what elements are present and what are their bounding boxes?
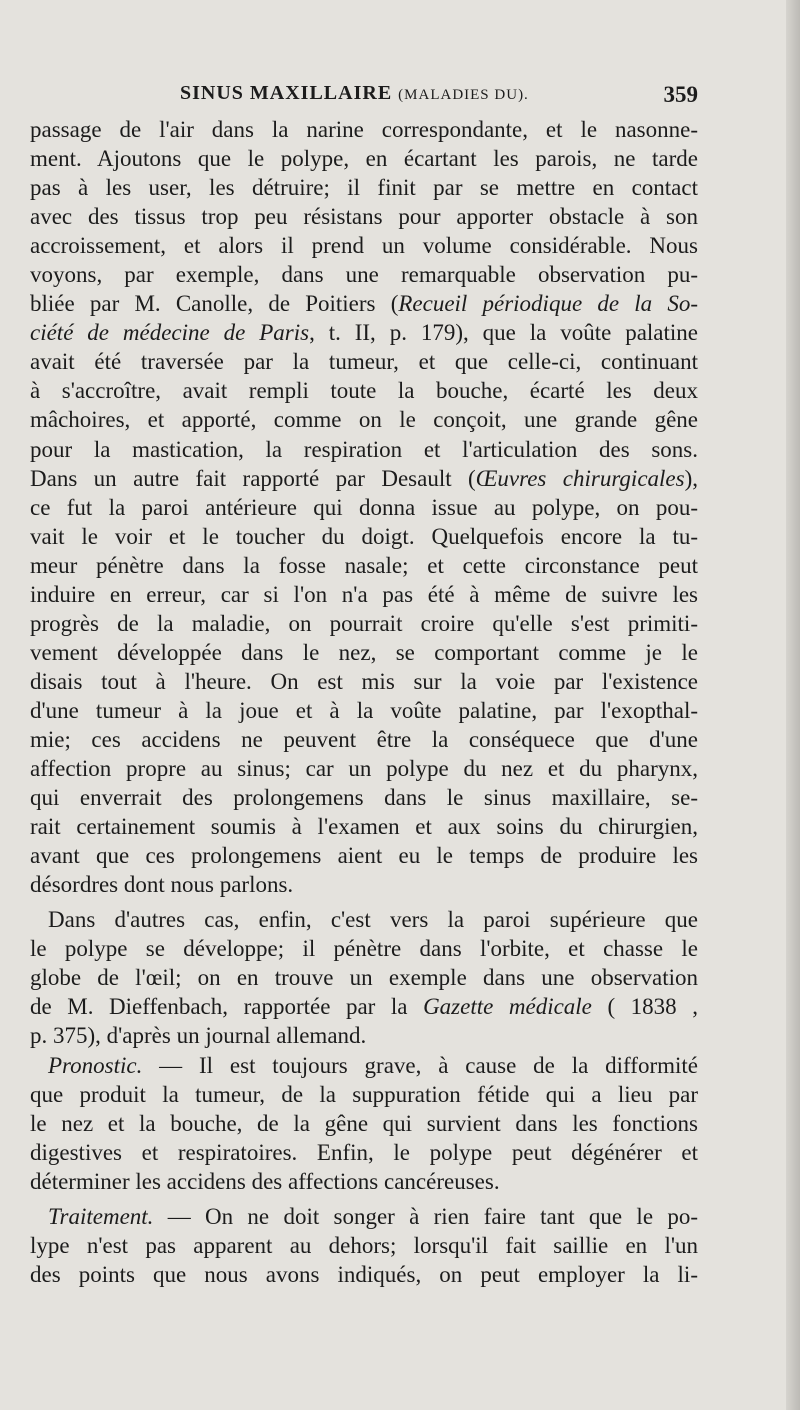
text-line: le polype se développe; il pénètre dans l'orbite, et chasse le	[30, 936, 698, 962]
text-span: ( 1838 ,	[591, 994, 698, 1020]
text-line: p. 375), d'après un journal allemand.	[30, 1023, 367, 1049]
page-header	[30, 82, 698, 112]
citation-title: Œuvres chirurgicales	[475, 465, 685, 491]
text-line: induire en erreur, car si l'on n'a pas été à même de suivre les	[30, 581, 698, 607]
text-line: Dans d'autres cas, enfin, c'est vers la paroi supérieure que	[48, 907, 698, 933]
text-line: d'une tumeur à la joue et à la voûte palatine, par l'exopthal-	[30, 697, 698, 723]
text-line: ment. Ajoutons que le polype, en écartant les parois, ne tarde	[30, 146, 698, 172]
text-span: , t. II, p. 179), que la voûte palatine	[309, 320, 698, 346]
citation-title: Recueil périodique de la So-	[398, 291, 698, 317]
section-heading: Traitement.	[48, 1203, 154, 1229]
running-head-subtitle: (MALADIES DU).	[398, 87, 529, 103]
text-line: globe de l'œil; on en trouve un exemple dans une observation	[30, 965, 698, 991]
text-line: pour la mastication, la respiration et l'articulation des sons.	[30, 436, 698, 462]
text-span: bliée par M. Canolle, de Poitiers (	[30, 291, 399, 317]
text-line: avait été traversée par la tumeur, et que celle-ci, continuant	[30, 349, 698, 375]
text-line	[30, 992, 698, 1021]
text-span: Dans un autre fait rapporté par Desault (	[30, 465, 476, 491]
text-line: meur pénètre dans la fosse nasale; et cette circonstance peut	[30, 552, 698, 578]
citation-title: ciété de médecine de Paris	[30, 320, 310, 346]
text-line: que produit la tumeur, de la suppuration fétide qui a lieu par	[30, 1081, 698, 1107]
text-line	[30, 1051, 698, 1080]
running-head	[180, 82, 529, 105]
section-heading: Pronostic.	[48, 1052, 143, 1078]
text-line: vait le voir et le toucher du doigt. Quelquefois encore la tu-	[30, 523, 698, 549]
body-text	[30, 115, 698, 1289]
text-line: affection propre au sinus; car un polype du nez et du pharynx,	[30, 756, 698, 782]
text-line	[30, 289, 698, 318]
text-line: qui enverrait des prolongemens dans le sinus maxillaire, se-	[30, 785, 698, 811]
text-line: ce fut la paroi antérieure qui donna issue au polype, on pou-	[30, 494, 698, 520]
text-line: disais tout à l'heure. On est mis sur la voie par l'existence	[30, 668, 698, 694]
text-span: de M. Dieffenbach, rapportée par la	[30, 994, 424, 1020]
text-line: des points que nous avons indiqués, on peut employer la li-	[30, 1261, 698, 1287]
text-line: mâchoires, et apporté, comme on le conçoit, une grande gêne	[30, 407, 698, 433]
text-line: vement développée dans le nez, se comportant comme je le	[30, 639, 698, 665]
text-line: désordres dont nous parlons.	[30, 872, 294, 898]
text-line: lype n'est pas apparent au dehors; lorsqu'il fait saillie en l'un	[30, 1232, 698, 1258]
text-line: mie; ces accidens ne peuvent être la conséquece que d'une	[30, 726, 698, 752]
text-span: — On ne doit songer à rien faire tant que le po-	[153, 1203, 698, 1229]
text-line: avant que ces prolongemens aient eu le temps de produire les	[30, 843, 698, 869]
page-number: 359	[663, 82, 698, 107]
citation-title: Gazette médicale	[423, 994, 592, 1020]
text-line	[30, 1202, 698, 1231]
running-head-title: SINUS MAXILLAIRE	[180, 82, 393, 104]
text-line: passage de l'air dans la narine correspondante, et le nasonne-	[30, 117, 698, 142]
text-line: voyons, par exemple, dans une remarquable observation pu-	[30, 262, 698, 288]
text-line: pas à les user, les détruire; il finit par se mettre en contact	[30, 175, 698, 201]
text-line	[30, 318, 698, 347]
text-line: progrès de la maladie, on pourrait croire qu'elle s'est primiti-	[30, 610, 698, 636]
text-line: déterminer les accidens des affections cancéreuses.	[30, 1168, 500, 1194]
text-span: ),	[684, 465, 699, 491]
text-span: — Il est toujours grave, à cause de la difformité	[142, 1052, 698, 1078]
text-line: le nez et la bouche, de la gêne qui survient dans les fonctions	[30, 1110, 698, 1136]
text-line: avec des tissus trop peu résistans pour apporter obstacle à son	[30, 204, 698, 230]
text-line: à s'accroître, avait rempli toute la bouche, écarté les deux	[30, 378, 698, 404]
text-line: accroissement, et alors il prend un volume considérable. Nous	[30, 233, 698, 259]
page-edge	[786, 0, 800, 1410]
text-line	[30, 464, 698, 493]
text-line: rait certainement soumis à l'examen et aux soins du chirurgien,	[30, 814, 698, 840]
text-line: digestives et respiratoires. Enfin, le polype peut dégénérer et	[30, 1139, 698, 1165]
